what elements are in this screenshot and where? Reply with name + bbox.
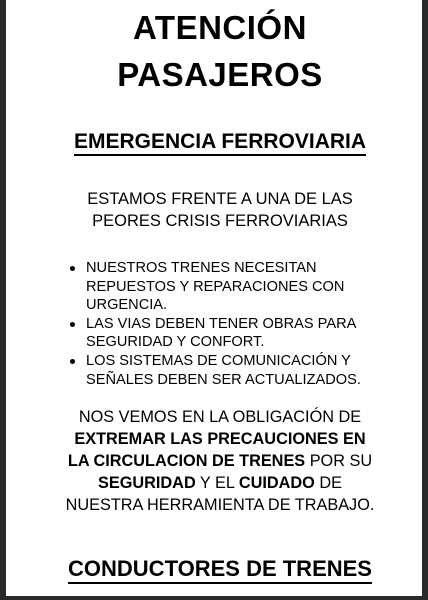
bullet-line: LAS VIAS DEBEN TENER OBRAS PARA [86,315,357,332]
bullet-line: SEGURIDAD Y CONFORT. [86,334,265,351]
bullet-item [68,315,408,352]
closing-text: DE [314,474,342,492]
bullet-line: REPUESTOS Y REPARACIONES CON [86,278,345,295]
intro-line-2: PEORES CRISIS FERROVIARIAS [92,212,348,230]
bullet-item [68,352,408,389]
closing-emphasis: SEGURIDAD [98,474,196,492]
closing-emphasis: EXTREMAR LAS PRECAUCIONES EN [74,430,366,448]
bullet-line: LOS SISTEMAS DE COMUNICACIÓN Y [86,352,351,369]
bullet-line: NUESTROS TRENES NECESITAN [86,260,317,276]
closing-line-5: NUESTRA HERRAMIENTA DE TRABAJO. [65,496,375,514]
closing-line-1: NOS VEMOS EN LA OBLIGACIÓN DE [78,408,362,426]
bullet-dot-icon [70,266,75,271]
closing-emphasis: CUIDADO [238,474,315,492]
closing-emphasis: LA CIRCULACION DE TRENES [67,452,306,470]
closing-line-3 [6,450,428,472]
closing-text: POR SU [305,452,373,470]
bullet-dot-icon [70,359,75,364]
bullet-list [68,259,408,389]
signature-footer [6,555,428,583]
closing-text: Y EL [195,474,239,492]
subtitle-heading [6,129,428,155]
intro-line-1: ESTAMOS FRENTE A UNA DE LAS [87,190,353,208]
subtitle-text: EMERGENCIA FERROVIARIA [74,130,366,156]
closing-line-2 [6,428,428,450]
footer-text: CONDUCTORES DE TRENES [68,556,372,584]
closing-line-4 [6,472,428,494]
bullet-dot-icon [70,322,75,327]
bullet-item [68,259,408,315]
title-line-2: PASAJEROS [117,56,323,93]
title-line-1: ATENCIÓN [133,9,307,46]
closing-paragraph [6,406,428,516]
intro-paragraph [6,188,428,232]
bullet-line: URGENCIA. [86,297,168,314]
bullet-line: SEÑALES DEBEN SER ACTUALIZADOS. [86,371,361,388]
